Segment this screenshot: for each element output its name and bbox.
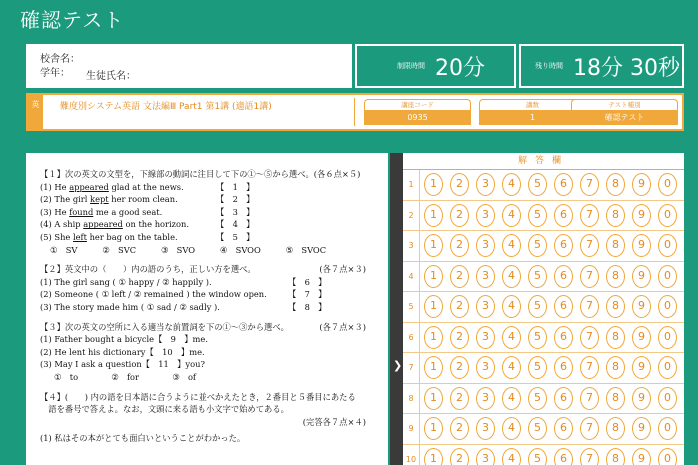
- answer-bubble[interactable]: 1: [424, 448, 443, 465]
- field-label: テスト種別: [571, 99, 678, 110]
- answer-bubble[interactable]: 3: [476, 448, 495, 465]
- remaining-seconds: 30秒: [630, 55, 680, 81]
- answer-bubble[interactable]: 9: [632, 295, 651, 318]
- item-text: (5) She: [40, 231, 73, 242]
- answer-row: [403, 201, 684, 232]
- item-text: (2) Someone ( ① left / ② remained ) the window open.: [40, 289, 267, 300]
- question-1-item: [40, 206, 388, 219]
- question-4-points-text: (完答各７点×４): [302, 416, 366, 427]
- answer-bubble[interactable]: 6: [554, 173, 573, 196]
- answer-bubble[interactable]: 1: [424, 173, 443, 196]
- pane-splitter[interactable]: [390, 153, 403, 465]
- question-2-item: [40, 288, 388, 301]
- answer-bubble[interactable]: 5: [528, 448, 547, 465]
- item-text: me a good seat.: [93, 206, 163, 217]
- answer-blank: 【 8 】: [288, 301, 327, 312]
- answer-bubble[interactable]: 7: [580, 295, 599, 318]
- underlined-verb: appeared: [69, 181, 109, 192]
- grade-label: 学年：: [40, 68, 70, 79]
- answer-bubble[interactable]: 0: [658, 387, 677, 410]
- answer-row-number: 7: [403, 353, 420, 383]
- question-2-item: [40, 301, 388, 314]
- answer-bubble[interactable]: 3: [476, 295, 495, 318]
- answer-bubble[interactable]: 3: [476, 234, 495, 257]
- answer-bubble[interactable]: 2: [450, 265, 469, 288]
- answer-options: [424, 448, 684, 465]
- answer-bubble[interactable]: 0: [658, 356, 677, 379]
- answer-bubble[interactable]: 7: [580, 387, 599, 410]
- answer-bubble[interactable]: 4: [502, 295, 521, 318]
- test-type-field: [571, 99, 678, 125]
- answer-bubble[interactable]: 9: [632, 356, 651, 379]
- answer-blank: 【 6 】: [288, 276, 327, 287]
- question-2-points: (各７点×３): [319, 264, 366, 275]
- item-text: (3) He: [40, 206, 70, 217]
- answer-bubble[interactable]: 0: [658, 234, 677, 257]
- answer-bubble[interactable]: 9: [632, 234, 651, 257]
- question-1-item: [40, 181, 388, 194]
- answer-row-number: 2: [403, 201, 420, 231]
- answer-bubble[interactable]: 3: [476, 387, 495, 410]
- answer-bubble[interactable]: 8: [606, 265, 625, 288]
- course-code-field: [364, 99, 471, 125]
- lesson-count-field: [479, 99, 586, 125]
- answer-options: [424, 173, 684, 196]
- answer-bubble[interactable]: 0: [658, 173, 677, 196]
- question-3-item: (2) He lent his dictionary【 10 】me.: [40, 346, 205, 357]
- question-3-item: (3) May I ask a question【 11 】you?: [40, 359, 205, 370]
- app-title: 確認テスト: [20, 8, 125, 32]
- time-limit: [355, 44, 516, 88]
- answer-bubble[interactable]: 7: [580, 265, 599, 288]
- student-info: [26, 44, 352, 88]
- time-limit-value: 20分: [435, 55, 485, 81]
- answer-bubble[interactable]: 3: [476, 204, 495, 227]
- answer-row-number: 8: [403, 384, 420, 414]
- answer-bubble[interactable]: 2: [450, 234, 469, 257]
- answer-row: [403, 414, 684, 445]
- answer-row: [403, 292, 684, 323]
- answer-row-number: 3: [403, 231, 420, 261]
- answer-bubble[interactable]: 8: [606, 234, 625, 257]
- answer-options: [424, 356, 684, 379]
- answer-bubble[interactable]: 2: [450, 204, 469, 227]
- answer-bubble[interactable]: 0: [658, 448, 677, 465]
- answer-bubble[interactable]: 4: [502, 204, 521, 227]
- answer-bubble[interactable]: 9: [632, 448, 651, 465]
- answer-options: [424, 326, 684, 349]
- underlined-verb: found: [69, 206, 94, 217]
- answer-bubble[interactable]: 1: [424, 387, 443, 410]
- answer-bubble[interactable]: 6: [554, 326, 573, 349]
- item-text: (4) A ship: [40, 219, 84, 230]
- answer-options: [424, 387, 684, 410]
- answer-row: [403, 445, 684, 465]
- item-text: (2) The girl: [40, 194, 91, 205]
- answer-bubble[interactable]: 2: [450, 173, 469, 196]
- question-2-title: [40, 263, 388, 276]
- subject-tag: 英: [28, 95, 43, 129]
- answer-bubble[interactable]: 5: [528, 204, 547, 227]
- answer-bubble[interactable]: 9: [632, 326, 651, 349]
- item-text: (3) The story made him ( ① sad / ② sadly ).: [40, 301, 220, 312]
- answer-bubble[interactable]: 3: [476, 265, 495, 288]
- answer-bubble[interactable]: 2: [450, 295, 469, 318]
- item-text: her room clean.: [108, 194, 178, 205]
- answer-bubble[interactable]: 6: [554, 448, 573, 465]
- answer-bubble[interactable]: 5: [528, 295, 547, 318]
- answer-bubble[interactable]: 6: [554, 234, 573, 257]
- answer-bubble[interactable]: 0: [658, 326, 677, 349]
- answer-bubble[interactable]: 3: [476, 417, 495, 440]
- answer-bubble[interactable]: 5: [528, 417, 547, 440]
- question-4-title: 【４】( ) 内の語を日本語に合うように並べかえたとき，２番目と５番目にあたる: [40, 391, 356, 402]
- answer-sheet-header: 解答欄: [403, 153, 684, 170]
- answer-bubble[interactable]: 6: [554, 295, 573, 318]
- question-3-points: (各７点×３): [319, 321, 366, 332]
- answer-bubble[interactable]: 7: [580, 204, 599, 227]
- answer-bubble[interactable]: 4: [502, 265, 521, 288]
- answer-bubble[interactable]: 7: [580, 448, 599, 465]
- answer-row-number: 4: [403, 262, 420, 292]
- answer-bubble[interactable]: 7: [580, 234, 599, 257]
- item-text: (1) The girl sang ( ① happy / ② happily ).: [40, 276, 212, 287]
- answer-bubble[interactable]: 8: [606, 295, 625, 318]
- answer-bubble[interactable]: 9: [632, 204, 651, 227]
- underlined-verb: kept: [90, 194, 109, 205]
- answer-bubble[interactable]: 7: [580, 326, 599, 349]
- question-4-item: (1) 私はその本がとても面白いということがわかった。: [40, 433, 246, 444]
- question-pane[interactable]: [26, 153, 388, 465]
- question-3-title-text: 【３】次の英文の空所に入る適当な前置詞を下の①～③から選べ。: [40, 321, 289, 332]
- answer-options: [424, 204, 684, 227]
- answer-bubble[interactable]: 1: [424, 234, 443, 257]
- item-text: glad at the news.: [108, 181, 184, 192]
- answer-row-number: 10: [403, 445, 420, 465]
- answer-bubble[interactable]: 7: [580, 173, 599, 196]
- underlined-verb: left: [72, 231, 87, 242]
- answer-bubble[interactable]: 2: [450, 387, 469, 410]
- chevron-right-icon[interactable]: ❯: [393, 359, 403, 372]
- student-name-label: 生徒氏名：: [86, 71, 136, 82]
- question-3-item: (1) Father bought a bicycle【 9 】me.: [40, 334, 208, 345]
- answer-bubble[interactable]: 4: [502, 326, 521, 349]
- answer-row-number: 9: [403, 414, 420, 444]
- time-remaining-label: 残り時間: [535, 62, 563, 70]
- answer-bubble[interactable]: 1: [424, 326, 443, 349]
- answer-options: [424, 234, 684, 257]
- answer-bubble[interactable]: 9: [632, 173, 651, 196]
- answer-bubble[interactable]: 4: [502, 448, 521, 465]
- answer-bubble[interactable]: 1: [424, 417, 443, 440]
- field-value: 1: [479, 110, 586, 125]
- answer-bubble[interactable]: 9: [632, 417, 651, 440]
- answer-bubble[interactable]: 5: [528, 173, 547, 196]
- answer-row: [403, 353, 684, 384]
- answer-bubble[interactable]: 8: [606, 326, 625, 349]
- answer-blank: 【 2 】: [216, 194, 255, 205]
- answer-bubble[interactable]: 8: [606, 448, 625, 465]
- answer-row: [403, 170, 684, 201]
- answer-blank: 【 1 】: [216, 181, 255, 192]
- answer-row-number: 1: [403, 170, 420, 200]
- field-label: 講数: [479, 99, 586, 110]
- question-3-options: ① to ② for ③ of: [54, 371, 197, 382]
- answer-bubble[interactable]: 4: [502, 356, 521, 379]
- underlined-verb: appeared: [83, 219, 123, 230]
- answer-bubble[interactable]: 8: [606, 204, 625, 227]
- answer-sheet[interactable]: [403, 153, 684, 465]
- answer-bubble[interactable]: 5: [528, 234, 547, 257]
- answer-bubble[interactable]: 3: [476, 356, 495, 379]
- answer-bubble[interactable]: 3: [476, 173, 495, 196]
- answer-bubble[interactable]: 1: [424, 204, 443, 227]
- school-label: 校舎名：: [40, 54, 80, 65]
- field-value: 確認テスト: [571, 110, 678, 125]
- answer-bubble[interactable]: 4: [502, 417, 521, 440]
- answer-bubble[interactable]: 9: [632, 265, 651, 288]
- course-info: [26, 93, 684, 131]
- answer-bubble[interactable]: 0: [658, 417, 677, 440]
- question-3-title: [40, 321, 388, 334]
- question-2-item: [40, 276, 388, 289]
- question-2-title-text: 【２】英文中の（ ）内の語のうち，正しい方を選べ。: [40, 264, 256, 275]
- answer-bubble[interactable]: 0: [658, 265, 677, 288]
- answer-bubble[interactable]: 3: [476, 326, 495, 349]
- answer-bubble[interactable]: 8: [606, 417, 625, 440]
- answer-bubble[interactable]: 6: [554, 417, 573, 440]
- time-limit-label: 制限時間: [397, 62, 425, 70]
- question-1-item: [40, 193, 388, 206]
- remaining-minutes: 18分: [573, 55, 623, 81]
- answer-bubble[interactable]: 6: [554, 387, 573, 410]
- question-1-options: ① SV ② SVC ③ SVO ④ SVOO ⑤ SVOC: [50, 244, 327, 255]
- answer-row: [403, 231, 684, 262]
- answer-bubble[interactable]: 1: [424, 265, 443, 288]
- answer-bubble[interactable]: 5: [528, 265, 547, 288]
- answer-blank: 【 4 】: [216, 219, 255, 230]
- item-text: on the horizon.: [122, 219, 190, 230]
- answer-bubble[interactable]: 2: [450, 326, 469, 349]
- answer-bubble[interactable]: 5: [528, 356, 547, 379]
- answer-bubble[interactable]: 7: [580, 356, 599, 379]
- answer-bubble[interactable]: 2: [450, 417, 469, 440]
- answer-bubble[interactable]: 6: [554, 356, 573, 379]
- answer-blank: 【 7 】: [288, 289, 327, 300]
- field-value: 0935: [364, 110, 471, 125]
- answer-bubble[interactable]: 4: [502, 234, 521, 257]
- answer-bubble[interactable]: 1: [424, 356, 443, 379]
- answer-row-number: 6: [403, 323, 420, 353]
- answer-bubble[interactable]: 6: [554, 204, 573, 227]
- answer-bubble[interactable]: 8: [606, 387, 625, 410]
- item-text: (1) He: [40, 181, 70, 192]
- answer-bubble[interactable]: 4: [502, 387, 521, 410]
- field-label: 講座コード: [364, 99, 471, 110]
- time-remaining: [519, 44, 684, 88]
- answer-bubble[interactable]: 6: [554, 265, 573, 288]
- answer-options: [424, 417, 684, 440]
- question-4-title-cont: 語を番号で答えよ。なお，文頭に来る語も小文字で始めてある。: [40, 404, 289, 415]
- answer-row-number: 5: [403, 292, 420, 322]
- answer-row: [403, 323, 684, 354]
- time-remaining-value: [573, 51, 680, 82]
- answer-bubble[interactable]: 4: [502, 173, 521, 196]
- answer-row: [403, 384, 684, 415]
- answer-blank: 【 5 】: [216, 231, 255, 242]
- answer-bubble[interactable]: 5: [528, 387, 547, 410]
- answer-options: [424, 295, 684, 318]
- course-name: 難度別システム英語 文法編Ⅲ Part1 第1講 (適語1講): [60, 102, 272, 112]
- answer-bubble[interactable]: 2: [450, 356, 469, 379]
- answer-row: [403, 262, 684, 293]
- answer-bubble[interactable]: 0: [658, 204, 677, 227]
- question-4-points: [40, 416, 388, 429]
- answer-bubble[interactable]: 9: [632, 387, 651, 410]
- answer-bubble[interactable]: 0: [658, 295, 677, 318]
- answer-bubble[interactable]: 7: [580, 417, 599, 440]
- divider: [354, 98, 355, 126]
- answer-options: [424, 265, 684, 288]
- question-1-item: [40, 218, 388, 231]
- item-text: her bag on the table.: [86, 231, 178, 242]
- answer-bubble[interactable]: 2: [450, 448, 469, 465]
- question-1-title: 【１】次の英文の文型を，下線部の動詞に注目して下の①～⑤から選べ。(各６点×５): [40, 169, 361, 179]
- answer-bubble[interactable]: 8: [606, 356, 625, 379]
- answer-bubble[interactable]: 5: [528, 326, 547, 349]
- answer-bubble[interactable]: 1: [424, 295, 443, 318]
- answer-bubble[interactable]: 8: [606, 173, 625, 196]
- answer-blank: 【 3 】: [216, 206, 255, 217]
- question-1-item: [40, 231, 388, 244]
